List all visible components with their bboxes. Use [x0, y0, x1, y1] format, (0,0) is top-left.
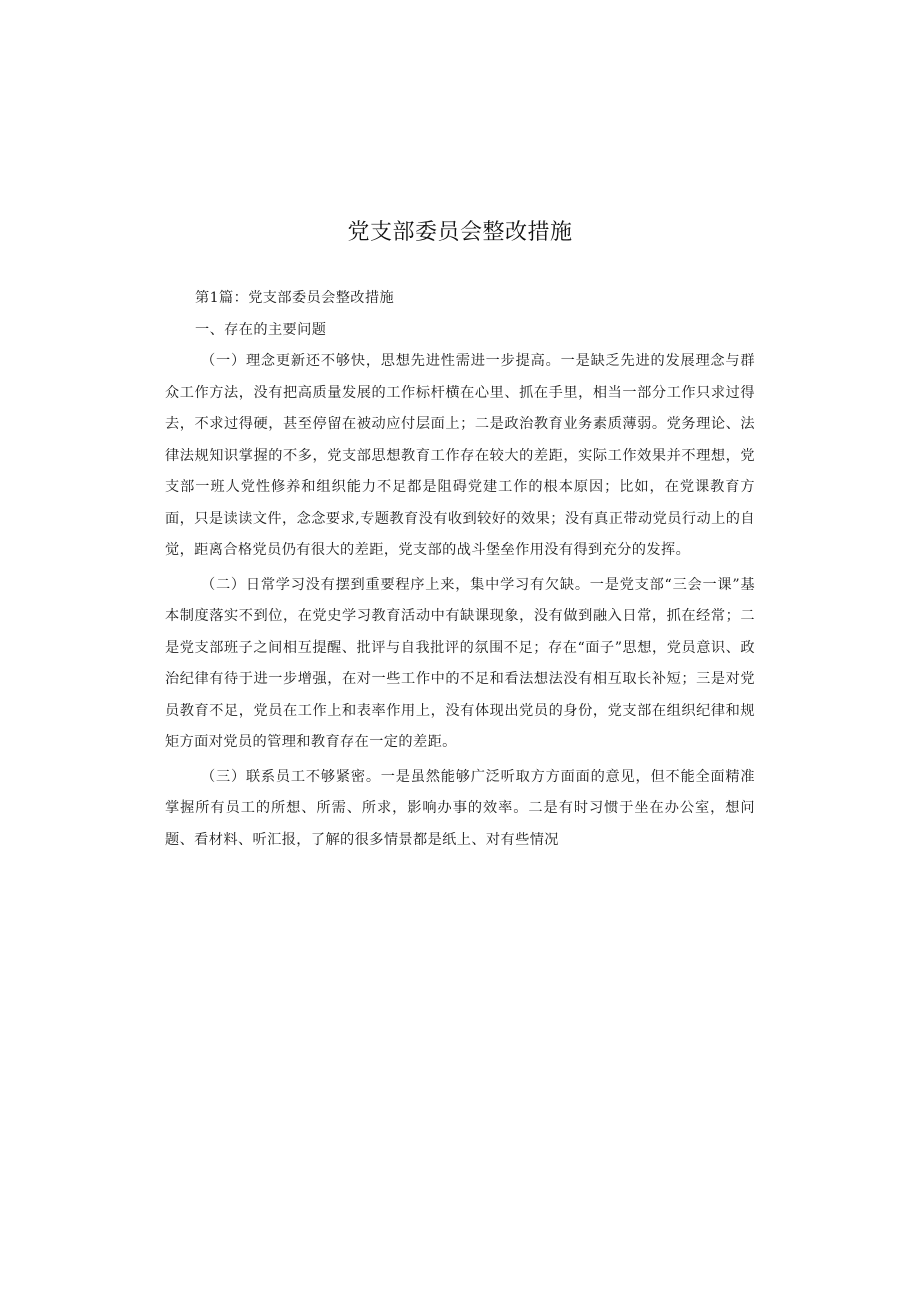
- document-body: [165, 283, 755, 856]
- paragraph-3: （三）联系员工不够紧密。一是虽然能够广泛听取方方面面的意见，但不能全面精准掌握所有员工的所想、所需、所求，影响办事的效率。二是有时习惯于坐在办公室，想问题、看材料、听汇报，了解的很多情景都是纸上、对有些情况: [165, 768, 755, 848]
- paragraph-1: （一）理念更新还不够快，思想先进性需进一步提高。一是缺乏先进的发展理念与群众工作方法，没有把高质量发展的工作标杆横在心里、抓在手里，相当一部分工作只求过得去，不求过得硬，甚至停留在被动应付层面上；二是政治教育业务素质薄弱。党务理论、法律法规知识掌握的不多，党支部思想教育工作存在较大的差距，实际工作效果并不理想，党支部一班人党性修养和组织能力不足都是阻碍党建工作的根本原因；比如，在党课教育方面，只是读读文件，念念要求,专题教育没有收到较好的效果；没有真正带动党员行动上的自觉，距离合格党员仍有很大的差距，党支部的战斗堡垒作用没有得到充分的发挥。: [165, 353, 755, 558]
- part-heading: 第1篇：党支部委员会整改措施: [195, 290, 395, 306]
- document-title: 党支部委员会整改措施: [347, 220, 573, 245]
- section-heading: 一、存在的主要问题: [195, 321, 327, 338]
- paragraph-2: （二）日常学习没有摆到重要程序上来，集中学习有欠缺。一是党支部“三会一课”基本制度落实不到位，在党史学习教育活动中有缺课现象，没有做到融入日常，抓在经常；二是党支部班子之间相互提醒、批评与自我批评的氛围不足；存在“面子”思想，党员意识、政治纪律有待于进一步增强，在对一些工作中的不足和看法想法没有相互取长补短；三是对党员教育不足，党员在工作上和表率作用上，没有体现出党员的身份，党支部在组织纪律和规矩方面对党员的管理和教育存在一定的差距。: [165, 576, 755, 750]
